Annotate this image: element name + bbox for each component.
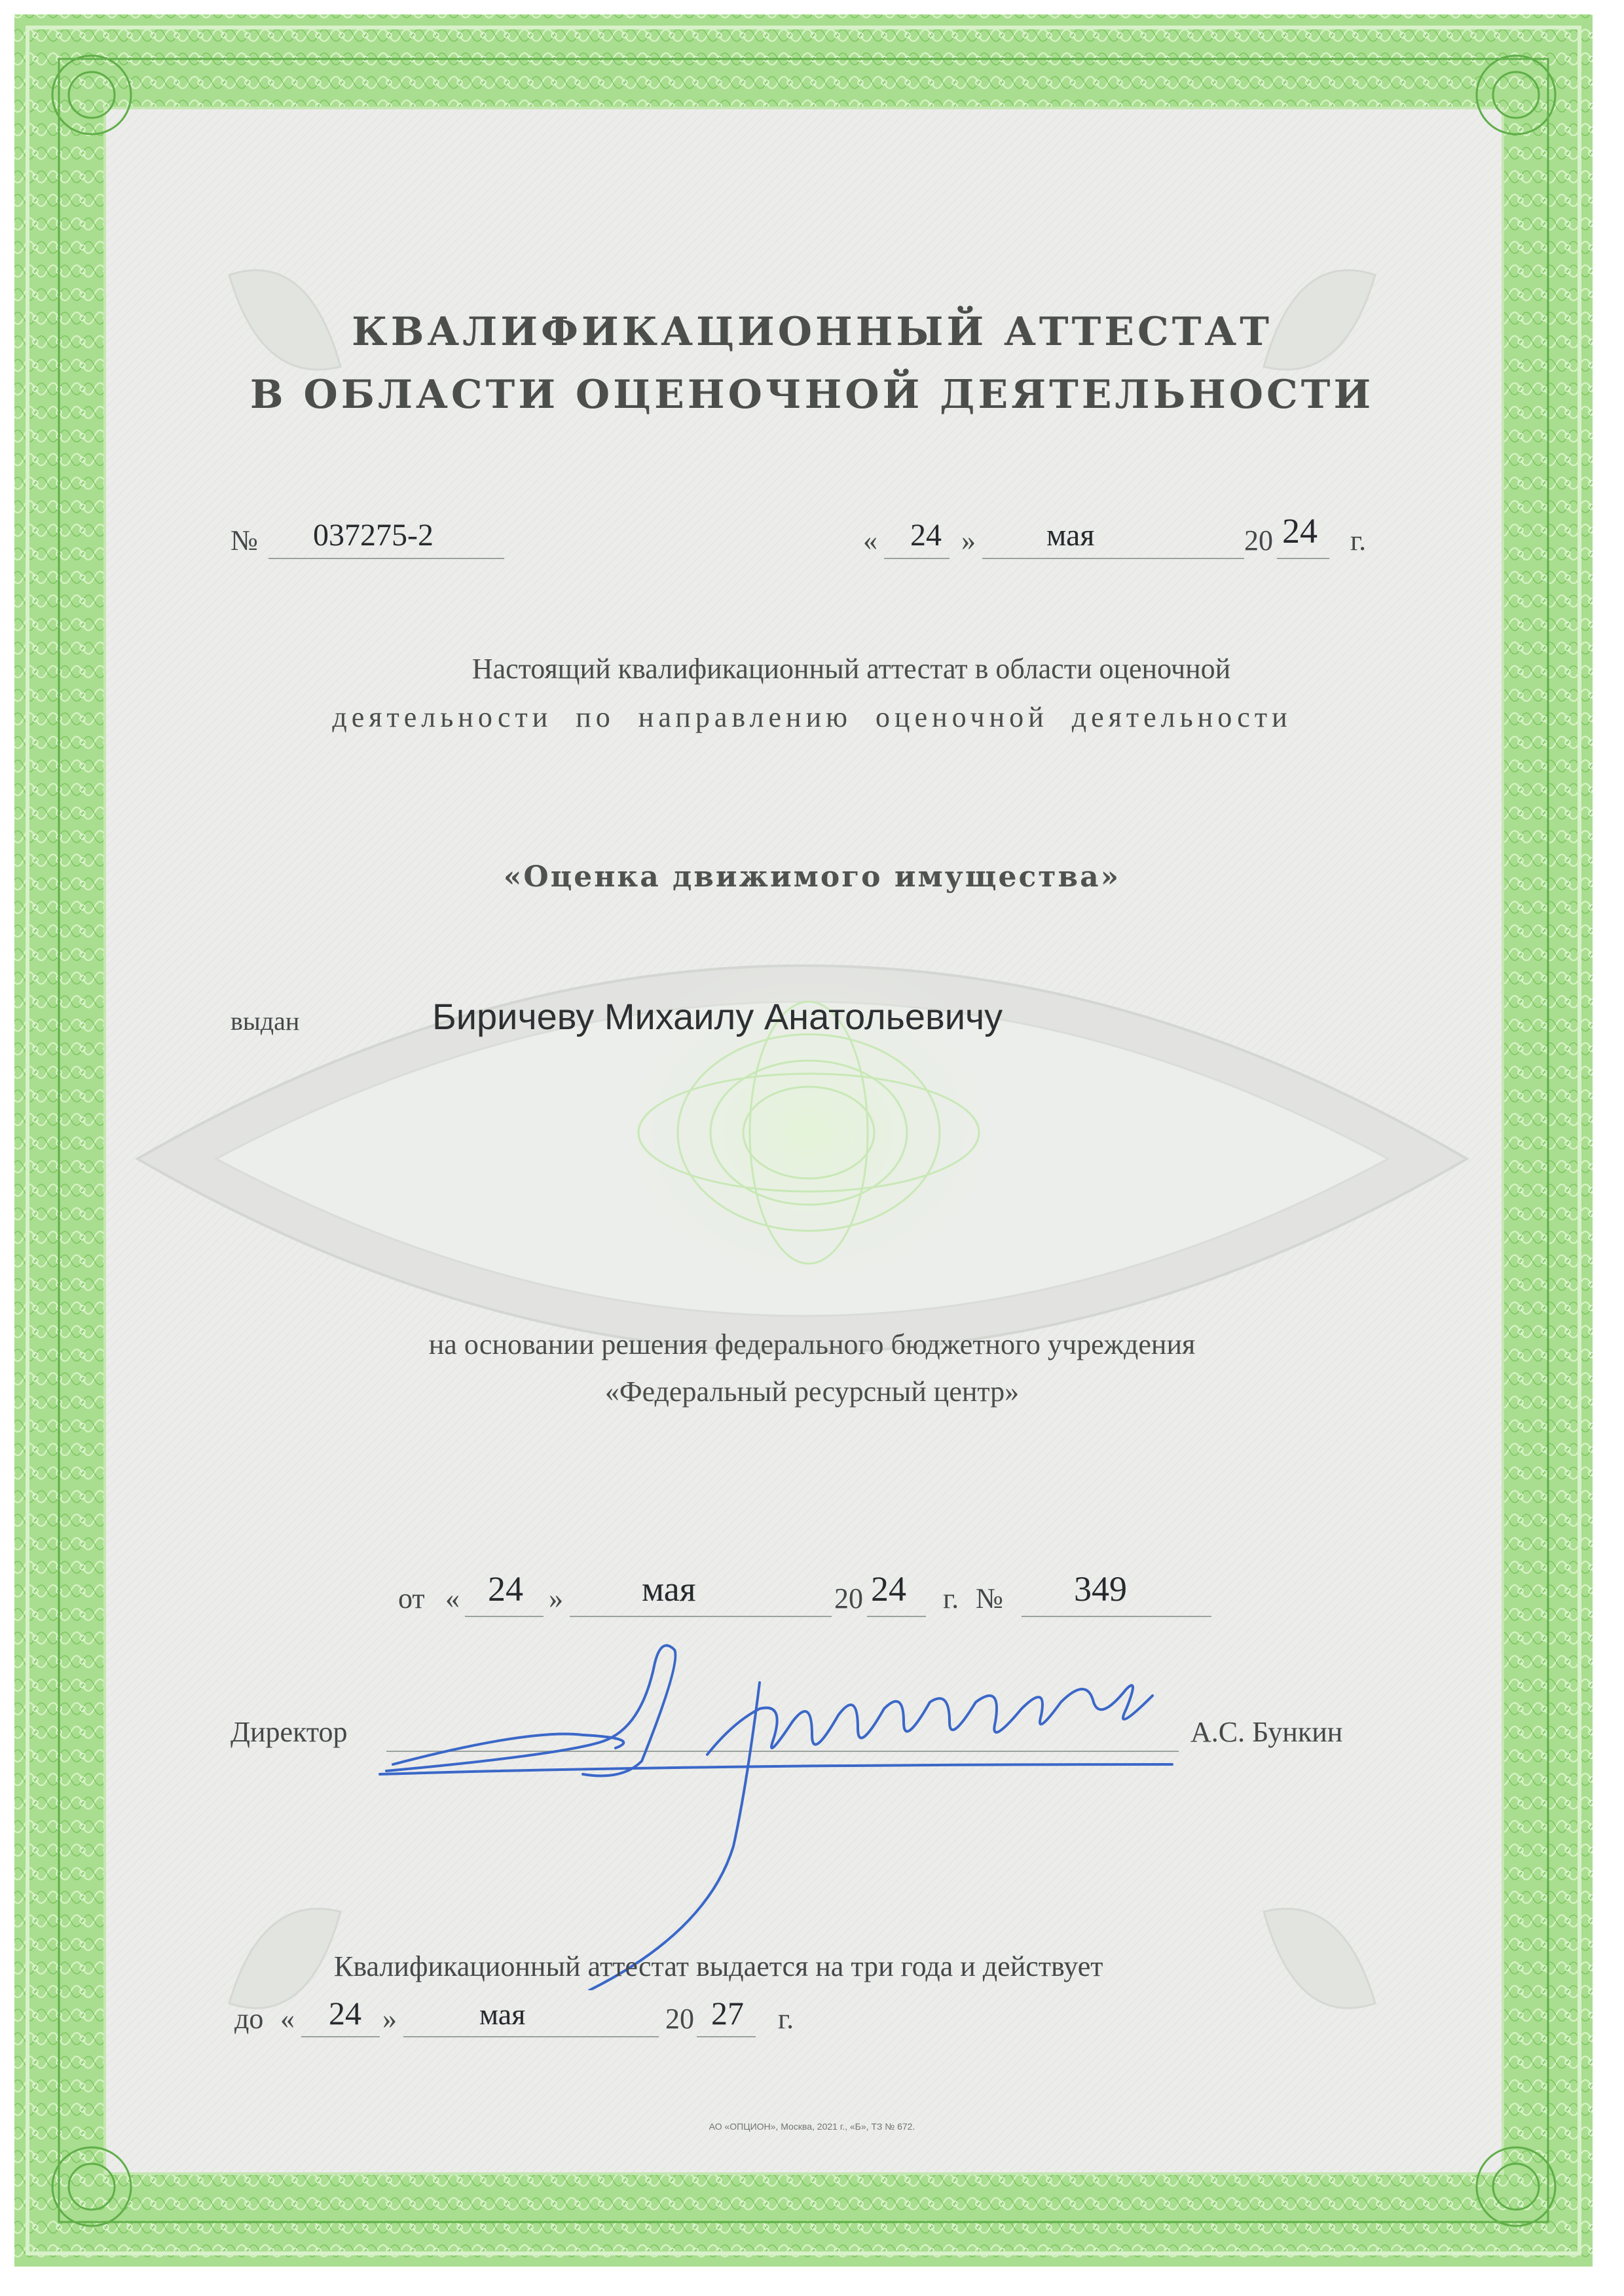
decision-month: мая: [642, 1569, 696, 1609]
basis-line-1: на основании решения федерального бюджетного учреждения: [428, 1328, 1196, 1360]
date-year-unit: г.: [1350, 524, 1367, 556]
certificate-number: 037275-2: [313, 518, 434, 553]
director-name: А.С. Бункин: [1190, 1716, 1343, 1748]
holder-name: Биричеву Михаилу Анатольевичу: [432, 996, 1003, 1037]
valid-year-suffix: 27: [711, 1995, 744, 2032]
date-year-underline: [1277, 558, 1329, 559]
basis-line-2: «Федеральный ресурсный центр»: [604, 1376, 1020, 1408]
decision-month-underline: [570, 1616, 832, 1617]
valid-year-underline: [697, 2036, 756, 2037]
decision-day-underline: [465, 1616, 544, 1617]
decision-number-label: №: [976, 1582, 1003, 1614]
printer-imprint: АО «ОПЦИОН», Москва, 2021 г., «Б», ТЗ № 672.: [709, 2121, 915, 2132]
director-signature: [367, 1624, 1218, 1990]
date-year-prefix: 20: [1244, 524, 1273, 556]
date-year-suffix: 24: [1282, 511, 1318, 551]
date-month-underline: [982, 558, 1244, 559]
decision-day: 24: [488, 1569, 523, 1609]
valid-day: 24: [329, 1995, 361, 2032]
decision-year-underline: [867, 1616, 926, 1617]
valid-until-label: до: [234, 2003, 264, 2035]
date-close-quote: »: [961, 524, 976, 556]
valid-close-quote: »: [382, 2003, 397, 2035]
valid-day-underline: [301, 2036, 380, 2037]
number-label: №: [231, 524, 258, 556]
decision-open-quote: «: [445, 1582, 460, 1614]
valid-year-prefix: 20: [665, 2003, 694, 2035]
decision-number: 349: [1074, 1569, 1127, 1609]
issued-label: выдан: [231, 1006, 300, 1036]
decision-year-unit: г.: [943, 1582, 959, 1614]
decision-close-quote: »: [549, 1582, 563, 1614]
decision-number-underline: [1022, 1616, 1211, 1617]
decision-year-suffix: 24: [871, 1569, 906, 1609]
director-label: Директор: [231, 1716, 348, 1748]
valid-open-quote: «: [280, 2003, 295, 2035]
date-day-underline: [884, 558, 950, 559]
valid-month: мая: [479, 1997, 526, 2031]
number-underline: [268, 558, 504, 559]
validity-line: Квалификационный аттестат выдается на три года и действует: [334, 1950, 1103, 1982]
decision-year-prefix: 20: [834, 1582, 863, 1614]
intro-line-2: деятельности по направлению оценочной деятельности: [332, 701, 1292, 733]
assessment-direction: «Оценка движимого имущества»: [503, 860, 1121, 894]
valid-year-unit: г.: [778, 2003, 794, 2035]
certificate-title-line-1: КВАЛИФИКАЦИОННЫЙ АТТЕСТАТ: [352, 309, 1272, 355]
date-month: мая: [1046, 518, 1095, 553]
decision-from-label: от: [398, 1582, 425, 1614]
date-day: 24: [910, 518, 942, 553]
intro-line-1: Настоящий квалификационный аттестат в области оценочной: [471, 653, 1231, 685]
valid-month-underline: [403, 2036, 659, 2037]
date-open-quote: «: [863, 524, 877, 556]
certificate-title-line-2: В ОБЛАСТИ ОЦЕНОЧНОЙ ДЕЯТЕЛЬНОСТИ: [249, 372, 1375, 418]
